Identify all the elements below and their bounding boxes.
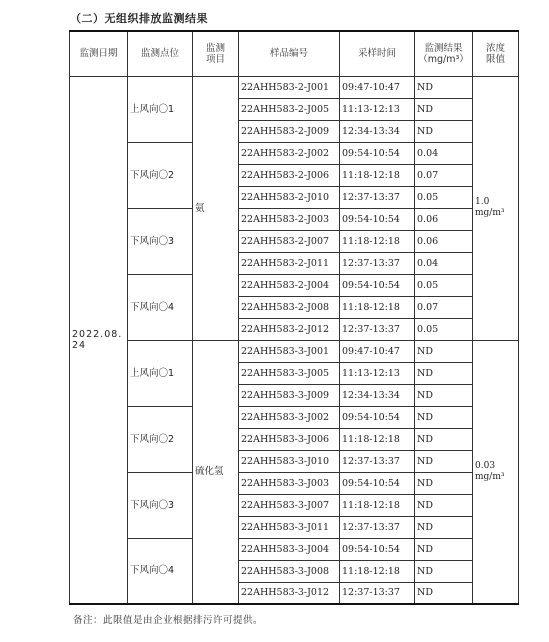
sample-id-cell: 22AHH583-2-J012 [239,318,340,340]
sample-id-cell: 22AHH583-3-J008 [239,560,340,582]
table-row [70,76,519,98]
header-time: 采样时间 [340,31,415,76]
result-cell: ND [415,472,473,494]
sampling-time-cell: 11:18-12:18 [340,560,415,582]
sample-id-cell: 22AHH583-3-J007 [239,494,340,516]
monitoring-point-cell: 下风向〇4 [128,274,193,340]
result-cell: ND [415,76,473,98]
header-result-line1: 监测结果 [424,42,463,54]
sample-id-cell: 22AHH583-2-J010 [239,186,340,208]
result-cell: ND [415,98,473,120]
header-item-line2: 项目 [205,53,225,65]
monitoring-point-cell: 下风向〇3 [128,472,193,538]
result-cell: ND [415,494,473,516]
result-cell: ND [415,538,473,560]
sample-id-cell: 22AHH583-2-J011 [239,252,340,274]
result-cell: 0.05 [415,186,473,208]
header-sample: 样品编号 [239,31,340,76]
sample-id-cell: 22AHH583-3-J004 [239,538,340,560]
sampling-time-cell: 12:37-13:37 [340,582,415,604]
sample-id-cell: 22AHH583-3-J005 [239,362,340,384]
monitoring-point-cell: 上风向〇1 [128,340,193,406]
sample-id-cell: 22AHH583-2-J002 [239,142,340,164]
sampling-time-cell: 11:18-12:18 [340,230,415,252]
result-cell: ND [415,582,473,604]
sample-id-cell: 22AHH583-3-J002 [239,406,340,428]
sampling-time-cell: 12:34-13:34 [340,120,415,142]
monitoring-point-cell: 下风向〇3 [128,208,193,274]
result-cell: 0.04 [415,252,473,274]
result-cell: ND [415,560,473,582]
monitoring-point-cell: 下风向〇2 [128,406,193,472]
sampling-time-cell: 09:54-10:54 [340,472,415,494]
sample-id-cell: 22AHH583-2-J003 [239,208,340,230]
result-cell: ND [415,384,473,406]
sampling-time-cell: 12:37-13:37 [340,516,415,538]
sample-id-cell: 22AHH583-2-J008 [239,296,340,318]
header-item-line1: 监测 [205,42,225,54]
header-item [193,31,239,76]
result-cell: ND [415,428,473,450]
table-row [70,472,519,494]
result-cell: 0.05 [415,274,473,296]
header-limit [473,31,519,76]
header-result-line2: （mg/m³） [418,53,469,65]
result-cell: 0.06 [415,230,473,252]
sample-id-cell: 22AHH583-2-J004 [239,274,340,296]
limit-value-cell: 0.03 mg/m³ [473,340,519,604]
result-cell: ND [415,340,473,362]
sampling-time-cell: 09:47-10:47 [340,340,415,362]
sampling-time-cell: 11:18-12:18 [340,428,415,450]
sampling-time-cell: 09:54-10:54 [340,538,415,560]
header-limit-line1: 浓度 [485,42,505,54]
sampling-time-cell: 11:18-12:18 [340,164,415,186]
monitoring-item-cell: 氨 [193,76,239,340]
sample-id-cell: 22AHH583-3-J006 [239,428,340,450]
footnote: 备注：此限值是由企业根据排污许可提供。 [73,615,264,626]
sample-id-cell: 22AHH583-2-J001 [239,76,340,98]
sample-id-cell: 22AHH583-3-J001 [239,340,340,362]
result-cell: ND [415,362,473,384]
sampling-time-cell: 09:54-10:54 [340,142,415,164]
table-header-row [70,31,519,76]
sample-id-cell: 22AHH583-2-J005 [239,98,340,120]
limit-value-cell: 1.0 mg/m³ [473,76,519,340]
table-row [70,406,519,428]
sampling-time-cell: 12:37-13:37 [340,318,415,340]
result-cell: ND [415,120,473,142]
sampling-time-cell: 12:37-13:37 [340,450,415,472]
header-limit-line2: 限值 [485,53,505,65]
monitoring-date-cell: 2022.08.24 [70,76,128,604]
header-point: 监测点位 [128,31,193,76]
table-row [70,274,519,296]
sample-id-cell: 22AHH583-3-J010 [239,450,340,472]
result-cell: 0.06 [415,208,473,230]
sample-id-cell: 22AHH583-3-J012 [239,582,340,604]
monitoring-results-table [69,30,519,605]
sample-id-cell: 22AHH583-3-J003 [239,472,340,494]
table-row [70,208,519,230]
sampling-time-cell: 12:37-13:37 [340,186,415,208]
table-row [70,538,519,560]
monitoring-point-cell: 下风向〇4 [128,538,193,604]
table-row [70,142,519,164]
monitoring-point-cell: 上风向〇1 [128,76,193,142]
sampling-time-cell: 09:54-10:54 [340,208,415,230]
result-cell: 0.04 [415,142,473,164]
result-cell: 0.07 [415,296,473,318]
table-row [70,340,519,362]
sampling-time-cell: 09:54-10:54 [340,274,415,296]
header-date: 监测日期 [70,31,128,76]
result-cell: ND [415,406,473,428]
monitoring-point-cell: 下风向〇2 [128,142,193,208]
sampling-time-cell: 11:18-12:18 [340,296,415,318]
header-result [415,31,473,76]
sample-id-cell: 22AHH583-3-J009 [239,384,340,406]
monitoring-item-cell: 硫化氢 [193,340,239,604]
sample-id-cell: 22AHH583-2-J007 [239,230,340,252]
sampling-time-cell: 11:18-12:18 [340,494,415,516]
sampling-time-cell: 09:47-10:47 [340,76,415,98]
sampling-time-cell: 11:13-12:13 [340,98,415,120]
result-cell: 0.07 [415,164,473,186]
sampling-time-cell: 12:37-13:37 [340,252,415,274]
sampling-time-cell: 11:13-12:13 [340,362,415,384]
sample-id-cell: 22AHH583-3-J011 [239,516,340,538]
table-body [70,76,519,604]
sample-id-cell: 22AHH583-2-J009 [239,120,340,142]
sampling-time-cell: 09:54-10:54 [340,406,415,428]
sampling-time-cell: 12:34-13:34 [340,384,415,406]
section-title: （二）无组织排放监测结果 [70,12,208,25]
sample-id-cell: 22AHH583-2-J006 [239,164,340,186]
result-cell: ND [415,516,473,538]
result-cell: ND [415,450,473,472]
result-cell: 0.05 [415,318,473,340]
